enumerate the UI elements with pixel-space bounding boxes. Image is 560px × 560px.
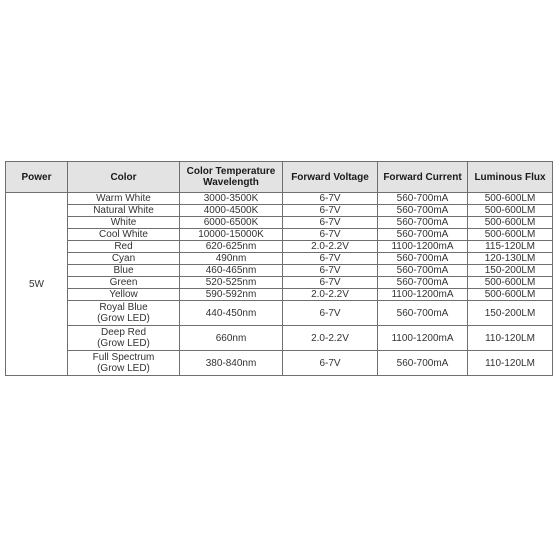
header-color-temperature: Color Temperature Wavelength (180, 162, 283, 193)
forward-voltage-cell: 2.0-2.2V (283, 289, 378, 301)
wavelength-cell: 520-525nm (180, 277, 283, 289)
table-row (6, 326, 553, 351)
forward-current-cell: 560-700mA (378, 277, 468, 289)
color-cell: Red (68, 241, 180, 253)
forward-current-cell: 560-700mA (378, 205, 468, 217)
table-row (6, 205, 553, 217)
table-row (6, 229, 553, 241)
led-spec-table (5, 161, 553, 376)
forward-voltage-cell: 2.0-2.2V (283, 241, 378, 253)
luminous-flux-cell: 150-200LM (468, 301, 553, 326)
header-power: Power (6, 162, 68, 193)
table-row (6, 301, 553, 326)
forward-voltage-cell: 6-7V (283, 277, 378, 289)
table-row (6, 351, 553, 376)
header-luminous-flux: Luminous Flux (468, 162, 553, 193)
luminous-flux-cell: 500-600LM (468, 205, 553, 217)
wavelength-cell: 4000-4500K (180, 205, 283, 217)
luminous-flux-cell: 500-600LM (468, 217, 553, 229)
color-cell: Deep Red (Grow LED) (68, 326, 180, 351)
forward-current-cell: 560-700mA (378, 253, 468, 265)
wavelength-cell: 10000-15000K (180, 229, 283, 241)
wavelength-cell: 490nm (180, 253, 283, 265)
color-cell: Cyan (68, 253, 180, 265)
forward-current-cell: 1100-1200mA (378, 289, 468, 301)
header-forward-current: Forward Current (378, 162, 468, 193)
luminous-flux-cell: 110-120LM (468, 351, 553, 376)
forward-voltage-cell: 6-7V (283, 351, 378, 376)
color-cell: Cool White (68, 229, 180, 241)
luminous-flux-cell: 120-130LM (468, 253, 553, 265)
power-cell: 5W (6, 193, 68, 376)
header-color: Color (68, 162, 180, 193)
forward-current-cell: 560-700mA (378, 351, 468, 376)
luminous-flux-cell: 150-200LM (468, 265, 553, 277)
wavelength-cell: 6000-6500K (180, 217, 283, 229)
wavelength-cell: 460-465nm (180, 265, 283, 277)
forward-current-cell: 560-700mA (378, 193, 468, 205)
forward-voltage-cell: 6-7V (283, 265, 378, 277)
header-forward-voltage: Forward Voltage (283, 162, 378, 193)
wavelength-cell: 3000-3500K (180, 193, 283, 205)
table-row (6, 193, 553, 205)
luminous-flux-cell: 500-600LM (468, 229, 553, 241)
table-row (6, 217, 553, 229)
forward-current-cell: 560-700mA (378, 229, 468, 241)
forward-voltage-cell: 6-7V (283, 253, 378, 265)
color-cell: Natural White (68, 205, 180, 217)
color-cell: Yellow (68, 289, 180, 301)
color-cell: Warm White (68, 193, 180, 205)
forward-current-cell: 560-700mA (378, 217, 468, 229)
table-row (6, 289, 553, 301)
header-row (6, 162, 553, 193)
table-row (6, 277, 553, 289)
forward-current-cell: 560-700mA (378, 301, 468, 326)
forward-voltage-cell: 6-7V (283, 217, 378, 229)
forward-current-cell: 1100-1200mA (378, 241, 468, 253)
color-cell: Green (68, 277, 180, 289)
luminous-flux-cell: 500-600LM (468, 277, 553, 289)
color-cell: Blue (68, 265, 180, 277)
forward-voltage-cell: 6-7V (283, 301, 378, 326)
color-cell: Full Spectrum (Grow LED) (68, 351, 180, 376)
luminous-flux-cell: 110-120LM (468, 326, 553, 351)
color-cell: Royal Blue (Grow LED) (68, 301, 180, 326)
table-row (6, 253, 553, 265)
wavelength-cell: 440-450nm (180, 301, 283, 326)
forward-voltage-cell: 6-7V (283, 205, 378, 217)
wavelength-cell: 590-592nm (180, 289, 283, 301)
forward-current-cell: 1100-1200mA (378, 326, 468, 351)
forward-voltage-cell: 6-7V (283, 229, 378, 241)
color-cell: White (68, 217, 180, 229)
wavelength-cell: 380-840nm (180, 351, 283, 376)
forward-current-cell: 560-700mA (378, 265, 468, 277)
forward-voltage-cell: 2.0-2.2V (283, 326, 378, 351)
luminous-flux-cell: 500-600LM (468, 193, 553, 205)
luminous-flux-cell: 115-120LM (468, 241, 553, 253)
table-row (6, 265, 553, 277)
wavelength-cell: 660nm (180, 326, 283, 351)
luminous-flux-cell: 500-600LM (468, 289, 553, 301)
forward-voltage-cell: 6-7V (283, 193, 378, 205)
wavelength-cell: 620-625nm (180, 241, 283, 253)
table-row (6, 241, 553, 253)
